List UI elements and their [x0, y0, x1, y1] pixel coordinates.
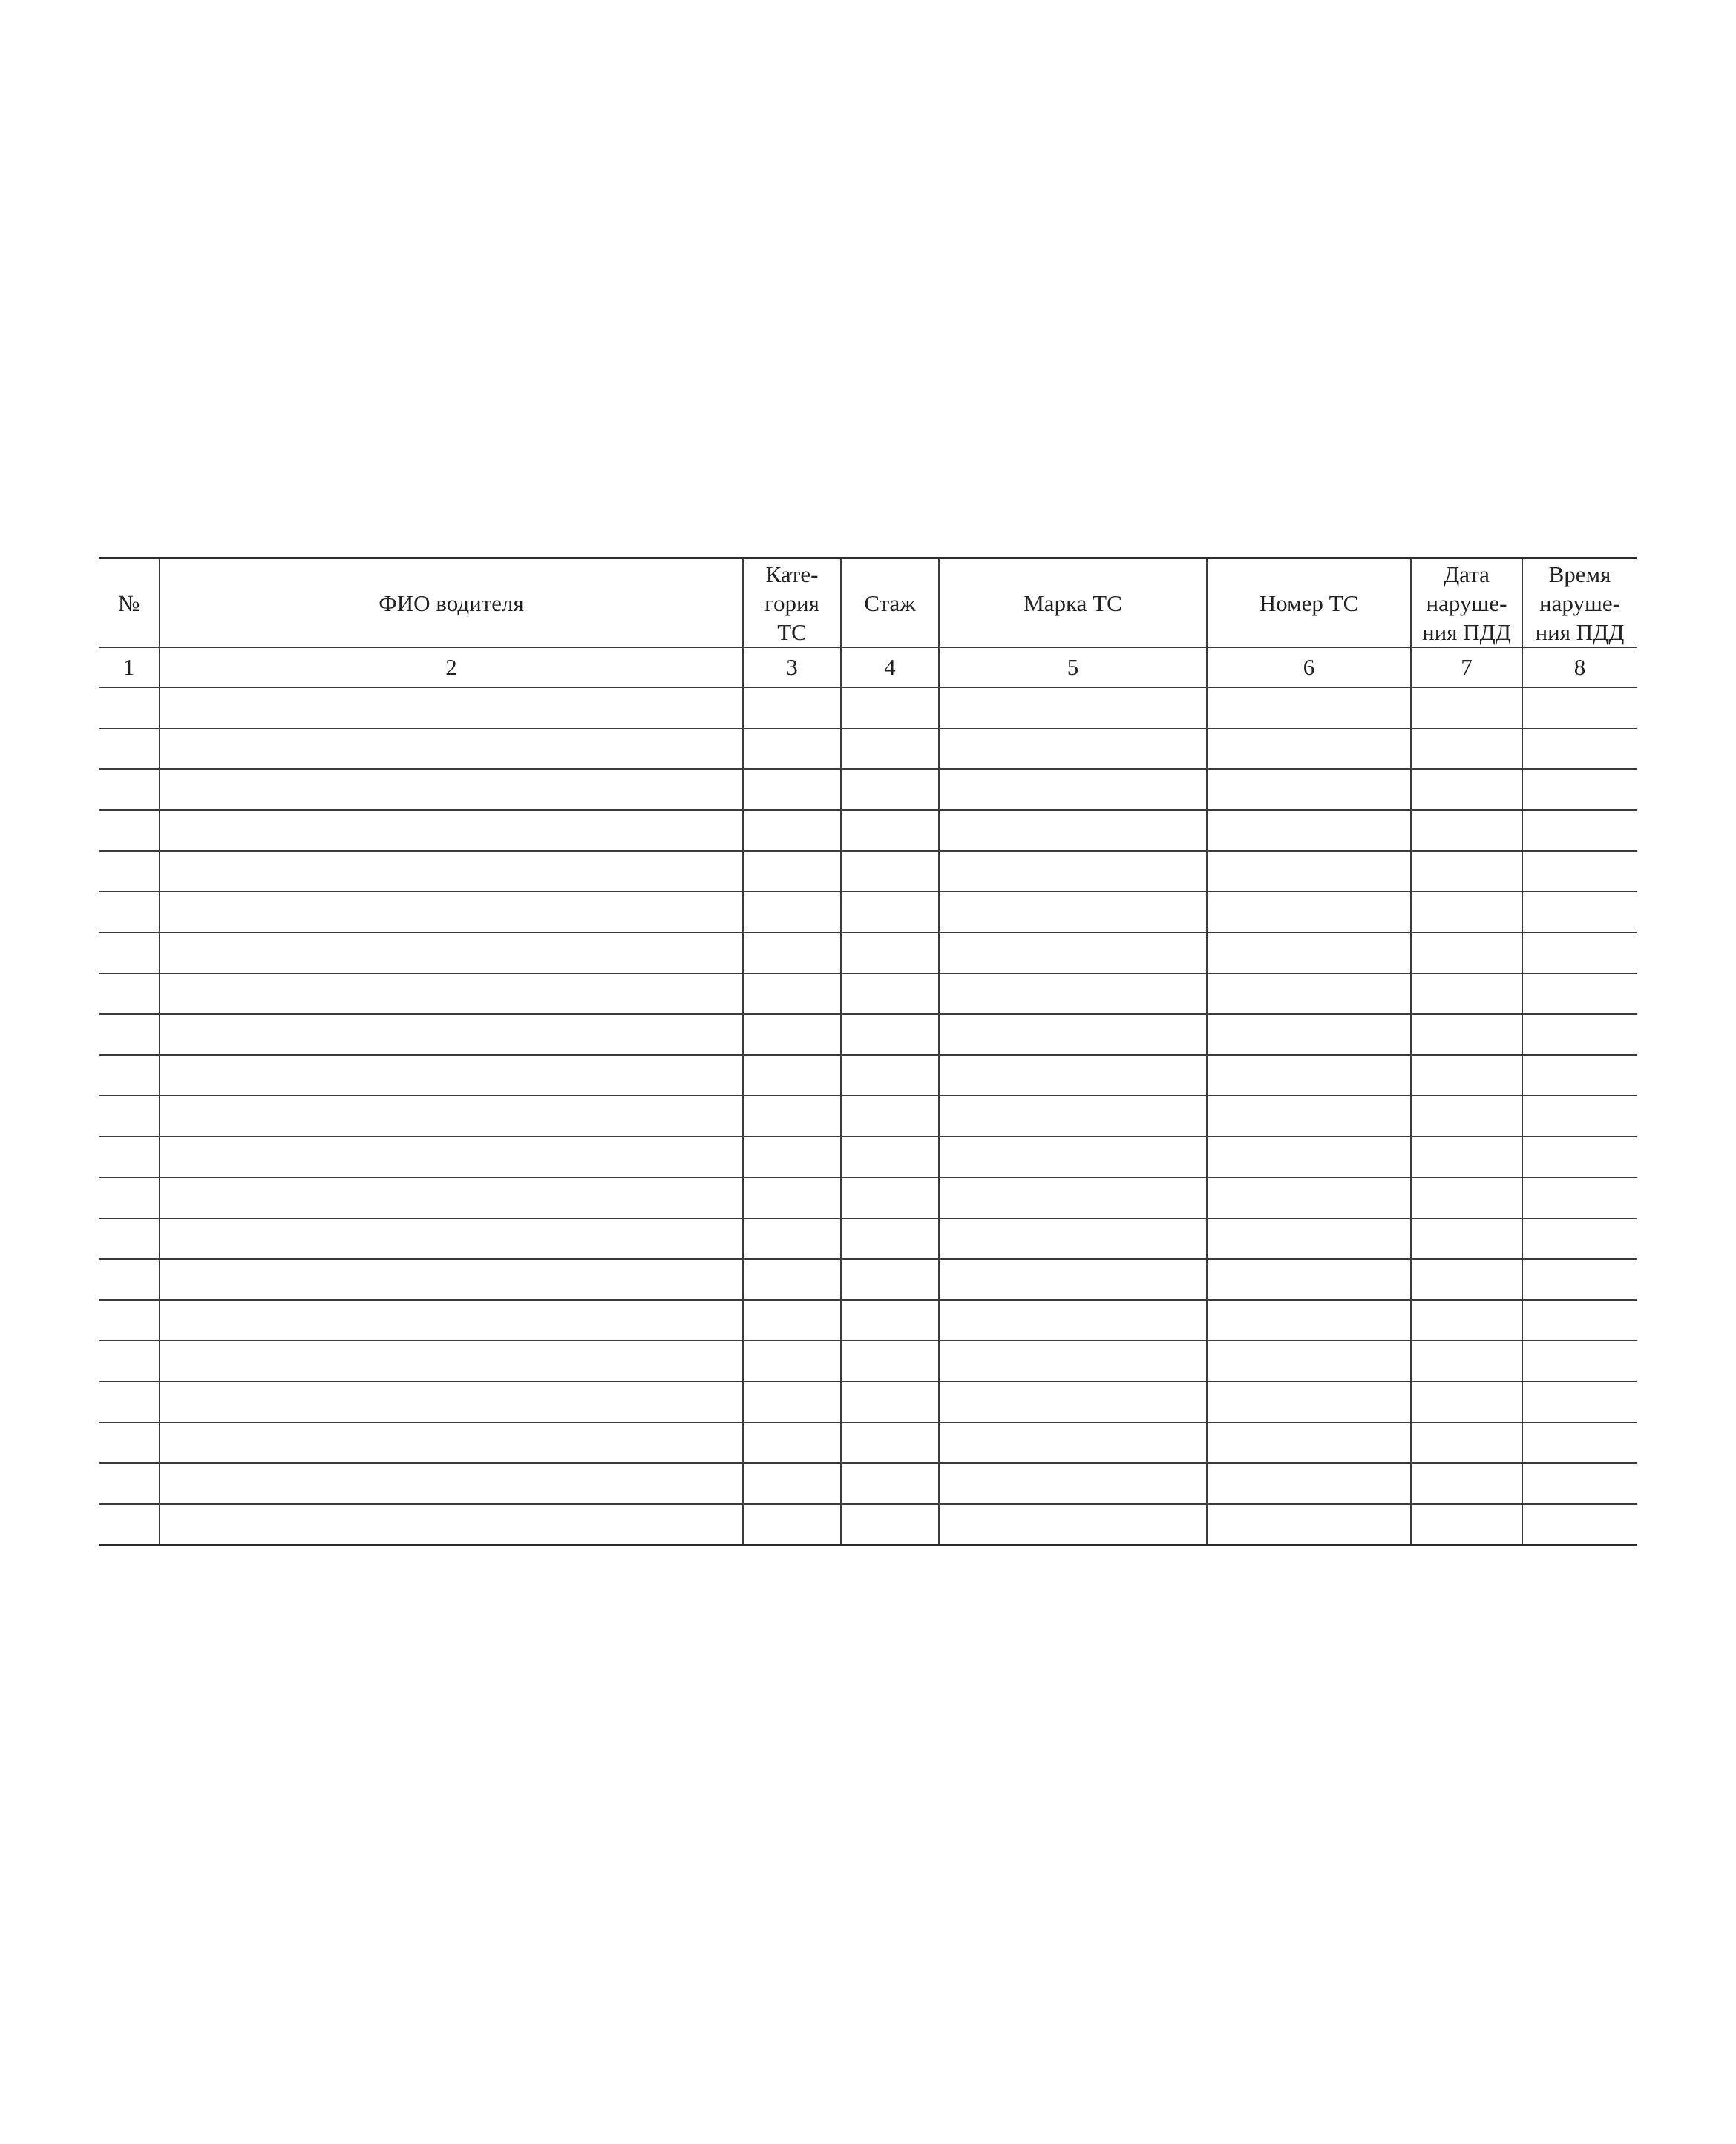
- table-cell: [1522, 1137, 1637, 1177]
- col-header-driver-name: ФИО водителя: [160, 558, 743, 648]
- table-cell: [1522, 810, 1637, 851]
- table-row: [99, 1504, 1637, 1545]
- table-cell: [743, 1382, 841, 1422]
- column-number-row: [99, 647, 1637, 687]
- table-cell: [939, 851, 1207, 892]
- table-cell: [743, 1177, 841, 1218]
- table-cell: [160, 1382, 743, 1422]
- table-cell: [743, 892, 841, 932]
- table-cell: [160, 1177, 743, 1218]
- table-cell: [743, 1014, 841, 1055]
- table-cell: [160, 1218, 743, 1259]
- col-header-vehicle-make: Марка ТС: [939, 558, 1207, 648]
- table-cell: [939, 892, 1207, 932]
- table-cell: [1522, 1014, 1637, 1055]
- table-row: [99, 973, 1637, 1014]
- table-cell: [1411, 892, 1522, 932]
- table-cell: [841, 769, 939, 810]
- table-cell: [1522, 1463, 1637, 1504]
- column-number: 5: [939, 647, 1207, 687]
- table-cell: [939, 728, 1207, 769]
- table-cell: [1411, 973, 1522, 1014]
- table-cell: [1207, 1137, 1411, 1177]
- column-number: 2: [160, 647, 743, 687]
- table-cell: [99, 687, 160, 728]
- table-cell: [841, 1096, 939, 1137]
- table-cell: [160, 1137, 743, 1177]
- table-cell: [743, 851, 841, 892]
- table-cell: [841, 892, 939, 932]
- table-row: [99, 1422, 1637, 1463]
- table-cell: [1411, 1300, 1522, 1341]
- table-cell: [160, 1055, 743, 1096]
- table-cell: [160, 1259, 743, 1300]
- table-cell: [99, 1137, 160, 1177]
- table-row: [99, 1259, 1637, 1300]
- col-header-vehicle-category: Кате- гория ТС: [743, 558, 841, 648]
- table-row: [99, 1055, 1637, 1096]
- table-cell: [841, 1422, 939, 1463]
- table-row: [99, 1096, 1637, 1137]
- col-header-violation-time: Время наруше- ния ПДД: [1522, 558, 1637, 648]
- table-cell: [1411, 1382, 1522, 1422]
- table-row: [99, 810, 1637, 851]
- column-number: 3: [743, 647, 841, 687]
- table-row: [99, 1463, 1637, 1504]
- table-cell: [939, 1014, 1207, 1055]
- table-cell: [743, 973, 841, 1014]
- table-cell: [743, 932, 841, 973]
- table-cell: [841, 687, 939, 728]
- table-cell: [1411, 769, 1522, 810]
- table-cell: [1522, 1177, 1637, 1218]
- table-cell: [1207, 1014, 1411, 1055]
- table-cell: [1207, 851, 1411, 892]
- table-cell: [99, 1177, 160, 1218]
- table-cell: [841, 1055, 939, 1096]
- table-cell: [939, 1463, 1207, 1504]
- table-cell: [743, 1096, 841, 1137]
- table-cell: [841, 728, 939, 769]
- table-cell: [99, 851, 160, 892]
- table-cell: [939, 1259, 1207, 1300]
- table-cell: [743, 769, 841, 810]
- table-row: [99, 1300, 1637, 1341]
- table-cell: [1207, 1218, 1411, 1259]
- column-number: 8: [1522, 647, 1637, 687]
- table-cell: [160, 728, 743, 769]
- table-cell: [841, 1382, 939, 1422]
- table-cell: [1522, 1422, 1637, 1463]
- table-cell: [160, 851, 743, 892]
- table-cell: [1207, 892, 1411, 932]
- table-cell: [939, 810, 1207, 851]
- table-cell: [1411, 932, 1522, 973]
- table-cell: [99, 1096, 160, 1137]
- table-cell: [1522, 1096, 1637, 1137]
- table-cell: [939, 1218, 1207, 1259]
- table-cell: [1207, 1504, 1411, 1545]
- table-cell: [841, 1137, 939, 1177]
- table-cell: [939, 1055, 1207, 1096]
- table-cell: [99, 728, 160, 769]
- table-cell: [99, 892, 160, 932]
- table-cell: [841, 932, 939, 973]
- table-cell: [1411, 851, 1522, 892]
- table-cell: [160, 932, 743, 973]
- table-cell: [1207, 1259, 1411, 1300]
- table-cell: [1207, 973, 1411, 1014]
- table-cell: [1411, 1055, 1522, 1096]
- table-cell: [99, 1422, 160, 1463]
- table-cell: [743, 1463, 841, 1504]
- table-cell: [1207, 932, 1411, 973]
- table-cell: [743, 1422, 841, 1463]
- table-cell: [1522, 728, 1637, 769]
- table-cell: [1207, 1341, 1411, 1382]
- table-cell: [99, 1300, 160, 1341]
- table-cell: [1411, 1014, 1522, 1055]
- table-cell: [1411, 810, 1522, 851]
- table-cell: [160, 973, 743, 1014]
- table-cell: [99, 1382, 160, 1422]
- table-row: [99, 728, 1637, 769]
- table-cell: [743, 1300, 841, 1341]
- table-cell: [743, 1218, 841, 1259]
- table-cell: [1207, 1177, 1411, 1218]
- table-cell: [160, 1096, 743, 1137]
- table-cell: [939, 1422, 1207, 1463]
- table-cell: [939, 973, 1207, 1014]
- table-cell: [1207, 1300, 1411, 1341]
- table-cell: [841, 1300, 939, 1341]
- table-cell: [99, 973, 160, 1014]
- table-cell: [160, 1463, 743, 1504]
- table-cell: [1207, 1382, 1411, 1422]
- table-cell: [1411, 1137, 1522, 1177]
- table-cell: [99, 1259, 160, 1300]
- table-cell: [160, 1504, 743, 1545]
- table-row: [99, 932, 1637, 973]
- table-cell: [160, 687, 743, 728]
- table-cell: [99, 1463, 160, 1504]
- table-cell: [1522, 932, 1637, 973]
- table-cell: [99, 1341, 160, 1382]
- table-cell: [939, 1300, 1207, 1341]
- col-header-number: №: [99, 558, 160, 648]
- table-cell: [939, 1096, 1207, 1137]
- table-cell: [1411, 1259, 1522, 1300]
- table-cell: [1411, 1096, 1522, 1137]
- table-cell: [743, 1055, 841, 1096]
- table-cell: [1522, 1341, 1637, 1382]
- table-cell: [160, 892, 743, 932]
- table-cell: [743, 1504, 841, 1545]
- table-cell: [1522, 851, 1637, 892]
- table-cell: [841, 1014, 939, 1055]
- table-row: [99, 1341, 1637, 1382]
- table-cell: [1522, 1504, 1637, 1545]
- table-cell: [99, 769, 160, 810]
- table-cell: [1411, 1504, 1522, 1545]
- table-cell: [841, 1259, 939, 1300]
- table-row: [99, 1218, 1637, 1259]
- table-row: [99, 1382, 1637, 1422]
- table-cell: [743, 810, 841, 851]
- table-cell: [841, 1504, 939, 1545]
- column-number: 1: [99, 647, 160, 687]
- table-cell: [160, 769, 743, 810]
- table-cell: [841, 851, 939, 892]
- table-cell: [1207, 687, 1411, 728]
- table-cell: [939, 1177, 1207, 1218]
- table-cell: [1522, 892, 1637, 932]
- table-cell: [1207, 1096, 1411, 1137]
- column-number: 4: [841, 647, 939, 687]
- table-cell: [939, 1382, 1207, 1422]
- header-row: [99, 558, 1637, 648]
- table-cell: [841, 810, 939, 851]
- table-cell: [841, 973, 939, 1014]
- table-row: [99, 851, 1637, 892]
- table-cell: [939, 1137, 1207, 1177]
- table-cell: [1207, 728, 1411, 769]
- table-cell: [1522, 1218, 1637, 1259]
- table-row: [99, 1014, 1637, 1055]
- col-header-violation-date: Дата наруше- ния ПДД: [1411, 558, 1522, 648]
- table-cell: [939, 1504, 1207, 1545]
- table-cell: [841, 1177, 939, 1218]
- table-cell: [1522, 1382, 1637, 1422]
- table-cell: [1207, 1422, 1411, 1463]
- table-cell: [1207, 1055, 1411, 1096]
- table-cell: [99, 1504, 160, 1545]
- violations-journal-table: [99, 557, 1637, 1546]
- table-cell: [99, 1218, 160, 1259]
- table-cell: [1522, 1300, 1637, 1341]
- table-cell: [1411, 1177, 1522, 1218]
- table-body: [99, 687, 1637, 1545]
- table-cell: [99, 1055, 160, 1096]
- table-cell: [939, 769, 1207, 810]
- table-cell: [743, 1259, 841, 1300]
- table-cell: [841, 1341, 939, 1382]
- table-row: [99, 1137, 1637, 1177]
- table-cell: [160, 810, 743, 851]
- table-cell: [743, 1341, 841, 1382]
- table-cell: [1522, 1055, 1637, 1096]
- table-cell: [743, 728, 841, 769]
- table-cell: [160, 1014, 743, 1055]
- table-cell: [1411, 1341, 1522, 1382]
- table-cell: [160, 1422, 743, 1463]
- col-header-experience: Стаж: [841, 558, 939, 648]
- table-cell: [99, 810, 160, 851]
- table-cell: [99, 1014, 160, 1055]
- table-cell: [1207, 1463, 1411, 1504]
- table-cell: [1411, 728, 1522, 769]
- table-row: [99, 687, 1637, 728]
- table-cell: [1207, 810, 1411, 851]
- table-cell: [1411, 1422, 1522, 1463]
- table-row: [99, 892, 1637, 932]
- table-cell: [939, 687, 1207, 728]
- table-cell: [1522, 687, 1637, 728]
- table-cell: [1522, 769, 1637, 810]
- table-cell: [743, 1137, 841, 1177]
- table-cell: [160, 1300, 743, 1341]
- table-cell: [1522, 973, 1637, 1014]
- table-cell: [1207, 769, 1411, 810]
- table-cell: [939, 1341, 1207, 1382]
- table-cell: [160, 1341, 743, 1382]
- table-row: [99, 769, 1637, 810]
- column-number: 6: [1207, 647, 1411, 687]
- col-header-vehicle-number: Номер ТС: [1207, 558, 1411, 648]
- table-cell: [1411, 687, 1522, 728]
- table-cell: [841, 1218, 939, 1259]
- table-cell: [1411, 1463, 1522, 1504]
- column-number: 7: [1411, 647, 1522, 687]
- table-row: [99, 1177, 1637, 1218]
- table-cell: [841, 1463, 939, 1504]
- table-cell: [1522, 1259, 1637, 1300]
- table-cell: [939, 932, 1207, 973]
- table-cell: [1411, 1218, 1522, 1259]
- table-cell: [743, 687, 841, 728]
- table-cell: [99, 932, 160, 973]
